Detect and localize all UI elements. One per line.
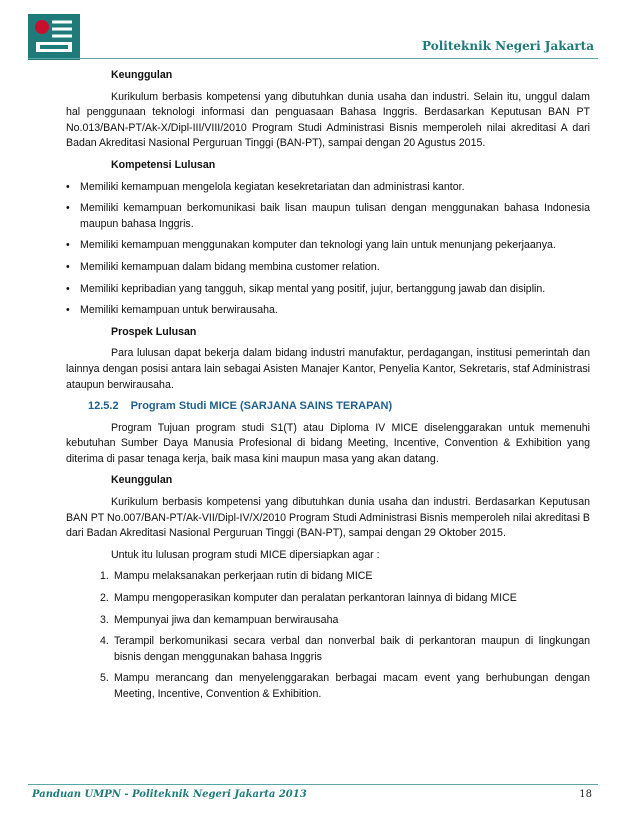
list-item — [100, 671, 590, 702]
bullet-icon: • — [66, 180, 70, 193]
list-item-text: Memiliki kemampuan untuk berwirausaha. — [80, 304, 278, 317]
keunggulan-paragraph: Kurikulum berbasis kompetensi yang dibutuhkan dunia usaha dan industri. Selain itu, unggul dalam hal penggunaan teknologi informasi dan penguasaan Bahasa Inggris. Berdasarkan Keputusan BAN PT No.013/BAN-PT/Ak-X/Dipl-III/VIII/2010 Program Studi Administrasi Bisnis memperoleh nilai akreditasi A dari Badan Akreditasi Nasional Perguruan Tinggi (BAN-PT), sampai dengan 20 Agustus 2015. — [66, 90, 590, 150]
footer-title: Panduan UMPN - Politeknik Negeri Jakarta 2013 — [32, 789, 307, 800]
list-number: 5. — [100, 672, 109, 685]
list-item — [66, 201, 590, 232]
list-number: 3. — [100, 613, 109, 626]
list-item — [66, 180, 590, 196]
list-item-text: Memiliki kemampuan menggunakan komputer dan teknologi yang lain untuk menunjang pekerjaanya. — [80, 239, 556, 252]
list-item — [66, 282, 590, 298]
list-item-text: Memiliki kemampuan dalam bidang membina customer relation. — [80, 260, 380, 273]
kompetensi-list — [66, 180, 590, 319]
list-item-text: Mampu mengoperasikan komputer dan peralatan perkantoran lainnya di bidang MICE — [114, 592, 517, 605]
list-item-text: Mampu melaksanakan perkerjaan rutin di bidang MICE — [114, 570, 373, 583]
list-item-text: Memiliki kemampuan berkomunikasi baik lisan maupun tulisan dengan menggunakan bahasa Indonesia maupun bahasa Inggris. — [80, 202, 590, 230]
mice-intro: Untuk itu lulusan program studi MICE dipersiapkan agar : — [111, 548, 380, 561]
page-number: 18 — [579, 789, 592, 800]
list-item — [66, 260, 590, 276]
list-number: 2. — [100, 592, 109, 605]
prospek-paragraph: Para lulusan dapat bekerja dalam bidang industri manufaktur, perdagangan, institusi pemerintah dan lainnya dengan posisi antara lain sebagai Asisten Manajer Kantor, Penyelia Kantor, Sekretaris, staf Administrasi ataupun berwirausaha. — [66, 347, 590, 391]
footer-rule — [28, 784, 598, 785]
document-body — [66, 68, 590, 709]
list-item — [100, 634, 590, 665]
list-number: 1. — [100, 570, 109, 583]
list-number: 4. — [100, 635, 109, 648]
mice-goals-list — [66, 569, 590, 702]
prospek-heading: Prospek Lulusan — [111, 325, 197, 338]
pnj-logo — [28, 14, 80, 60]
bullet-icon: • — [66, 282, 70, 295]
list-item — [66, 238, 590, 254]
header-title: Politeknik Negeri Jakarta — [422, 39, 594, 53]
list-item-text: Memiliki kepribadian yang tangguh, sikap mental yang positif, jujur, bertanggung jawab dan disiplin. — [80, 282, 546, 295]
header-rule — [28, 58, 598, 59]
list-item-text: Mampu merancang dan menyelenggarakan berbagai macam event yang berhubungan dengan Meeting, Incentive, Convention & Exhibition. — [114, 672, 590, 700]
bullet-icon: • — [66, 304, 70, 317]
section-title: Program Studi MICE (SARJANA SAINS TERAPAN) — [130, 400, 393, 413]
list-item-text: Mempunyai jiwa dan kemampuan berwirausaha — [114, 613, 339, 626]
list-item — [66, 303, 590, 319]
mice-paragraph: Program Tujuan program studi S1(T) atau Diploma IV MICE diselenggarakan untuk memenuhi kebutuhan Sumber Daya Manusia Profesional di bidang Meeting, Incentive, Convention & Exhibition yang diterima di pasar tenaga kerja, baik masa kini maupun masa yang akan datang. — [66, 421, 590, 465]
bullet-icon: • — [66, 239, 70, 252]
list-item — [100, 613, 590, 629]
keunggulan-heading: Keunggulan — [111, 474, 173, 487]
list-item-text: Terampil berkomunikasi secara verbal dan nonverbal baik di perkantoran maupun di lingkungan bisnis dengan menggunakan bahasa Inggris — [114, 635, 590, 663]
list-item-text: Memiliki kemampuan mengelola kegiatan kesekretariatan dan administrasi kantor. — [80, 180, 465, 193]
list-item — [100, 569, 590, 585]
kompetensi-heading: Kompetensi Lulusan — [111, 158, 216, 171]
bullet-icon: • — [66, 202, 70, 215]
keunggulan-heading: Keunggulan — [111, 69, 173, 81]
section-number: 12.5.2 — [88, 400, 119, 413]
list-item — [100, 591, 590, 607]
keunggulan-paragraph: Kurikulum berbasis kompetensi yang dibutuhkan dunia usaha dan industri. Berdasarkan Keputusan BAN PT No.007/BAN-PT/Ak-VII/Dipl-IV/X/2010 Program Studi Administrasi Bisnis memperoleh nilai akreditasi B dari Badan Akreditasi Nasional Perguruan Tinggi (BAN-PT), sampai dengan 29 Oktober 2015. — [66, 496, 590, 540]
section-heading — [88, 399, 590, 415]
bullet-icon: • — [66, 260, 70, 273]
